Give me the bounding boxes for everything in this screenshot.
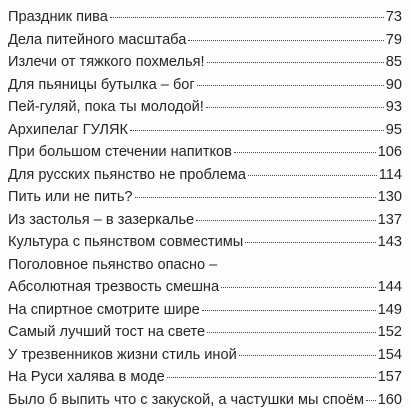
dot-leader: [207, 332, 376, 333]
dot-leader: [245, 242, 375, 243]
toc-entry-page: 95: [385, 121, 402, 138]
toc-entry-page: 160: [377, 391, 402, 408]
toc-entry: [8, 29, 402, 52]
toc-entry: [8, 96, 402, 119]
toc-entry: [8, 119, 402, 142]
dot-leader: [188, 40, 383, 41]
toc-entry-page: 149: [377, 301, 402, 318]
toc-entry-page: 157: [377, 369, 402, 385]
toc-entry-title: Абсолютная трезвость смешна: [8, 279, 220, 295]
dot-leader: [239, 355, 376, 356]
dot-leader: [110, 17, 384, 18]
dot-leader: [207, 62, 384, 63]
dot-leader: [206, 107, 384, 108]
toc-entry-page: 143: [377, 234, 402, 250]
toc-entry-page: 106: [377, 144, 402, 160]
toc-entry-page: 79: [385, 31, 402, 48]
toc-entry: [8, 344, 402, 367]
toc-entry-title: Самый лучший тост на свете: [8, 324, 206, 340]
toc-entry-title: На Руси халява в моде: [8, 369, 165, 385]
toc-entry-title: У трезвенников жизни стиль иной: [8, 346, 237, 363]
toc-entry: [8, 366, 402, 389]
toc-entry: [8, 389, 402, 408]
dot-leader: [130, 130, 384, 131]
table-of-contents: [8, 6, 402, 408]
toc-entry-title: На спиртное смотрите шире: [8, 301, 200, 318]
dot-leader: [167, 377, 376, 378]
toc-entry: [8, 141, 402, 164]
dot-leader: [196, 220, 375, 221]
toc-entry-title: Дела питейного масштаба: [8, 31, 187, 48]
toc-entry-page: 90: [385, 76, 402, 93]
toc-entry-title: Праздник пива: [8, 9, 108, 25]
toc-entry: [8, 276, 402, 299]
toc-entry-title: Архипелаг ГУЛЯК: [8, 121, 128, 138]
toc-entry-title: Культура с пьянством совместимы: [8, 234, 244, 250]
toc-entry-title: При большом стечении напитков: [8, 144, 232, 160]
toc-entry-title: Пить или не пить?: [8, 189, 133, 205]
toc-entry-title: Поголовное пьянство опасно –: [8, 256, 218, 273]
toc-entry-continued: [8, 254, 402, 277]
toc-entry-title: Для пьяницы бутылка – бог: [8, 76, 195, 93]
toc-entry-page: 73: [385, 9, 402, 25]
toc-entry-title: Было б выпить что с закуской, а частушки мы споём: [8, 391, 365, 408]
toc-entry: [8, 231, 402, 254]
toc-entry-page: 114: [378, 166, 402, 183]
toc-entry-page: 137: [377, 211, 402, 228]
toc-entry-page: 93: [385, 99, 402, 115]
toc-entry: [8, 186, 402, 209]
toc-entry: [8, 299, 402, 322]
toc-entry-title: Излечи от тяжкого похмелья!: [8, 54, 205, 70]
toc-entry: [8, 51, 402, 74]
toc-entry-page: 154: [377, 346, 402, 363]
dot-leader: [221, 287, 376, 288]
toc-entry-title: Из застолья – в зазеркалье: [8, 211, 195, 228]
dot-leader: [248, 175, 377, 176]
toc-entry: [8, 74, 402, 97]
dot-leader: [234, 152, 376, 153]
toc-entry-page: 152: [377, 324, 402, 340]
dot-leader: [197, 85, 384, 86]
dot-leader: [135, 197, 376, 198]
toc-entry: [8, 6, 402, 29]
toc-entry-page: 130: [377, 189, 402, 205]
toc-entry-page: 85: [385, 54, 402, 70]
toc-entry: [8, 321, 402, 344]
dot-leader: [366, 400, 376, 401]
toc-entry-title: Для русских пьянство не проблема: [8, 166, 246, 183]
toc-entry: [8, 164, 402, 187]
toc-entry: [8, 209, 402, 232]
toc-entry-title: Пей-гуляй, пока ты молодой!: [8, 99, 204, 115]
toc-entry-page: 144: [377, 279, 402, 295]
dot-leader: [202, 310, 376, 311]
